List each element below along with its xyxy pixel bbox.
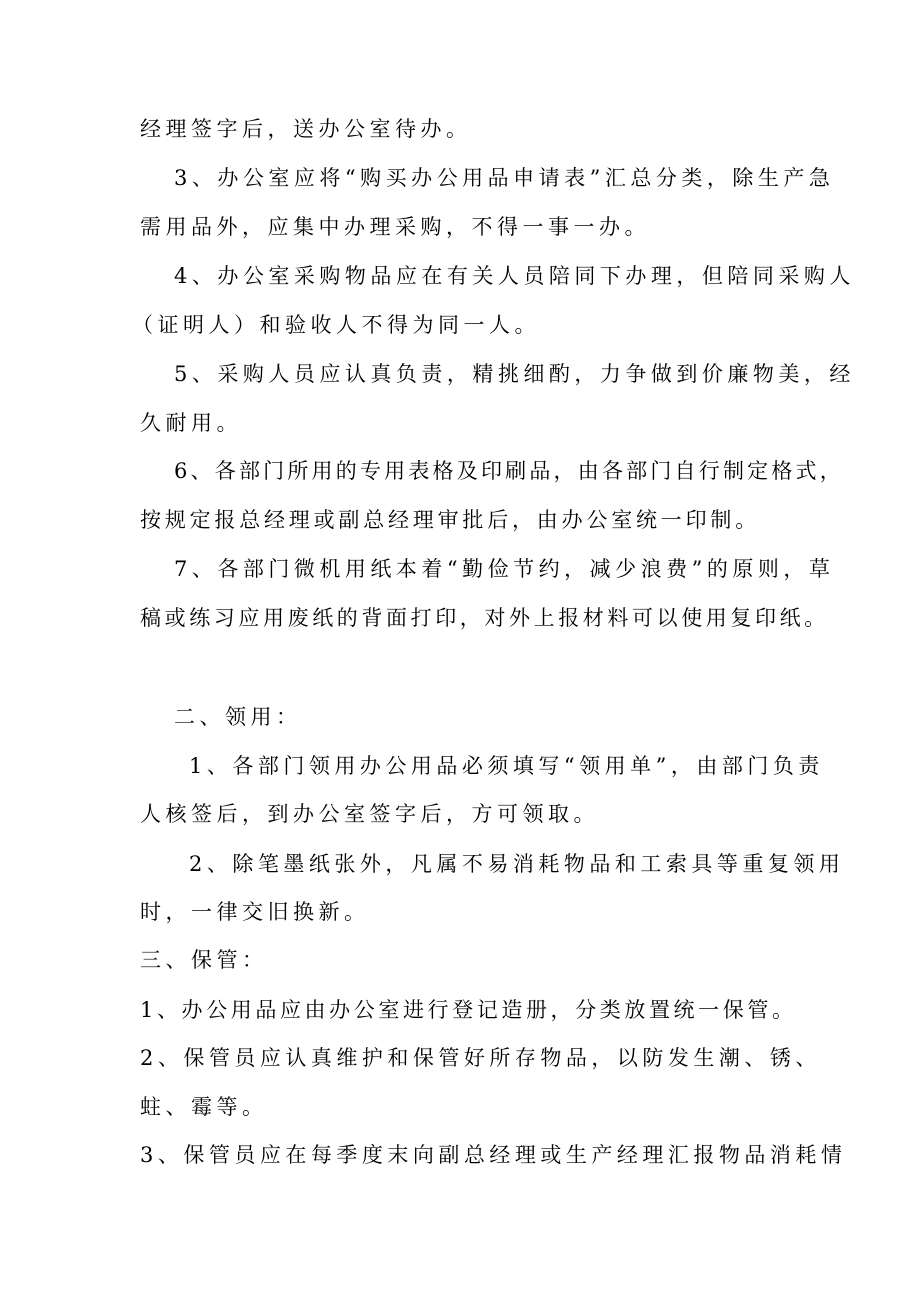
text-line: 3、保管员应在每季度末向副总经理或生产经理汇报物品消耗情 <box>140 1143 847 1167</box>
text-line: 4、办公室采购物品应在有关人员陪同下办理，但陪同采购人 <box>174 264 855 288</box>
text-line: 7、各部门微机用纸本着“勤俭节约，减少浪费”的原则，草 <box>174 557 835 581</box>
text-line: 3、办公室应将“购买办公用品申请表”汇总分类，除生产急 <box>174 166 835 190</box>
text-line: （证明人）和验收人不得为同一人。 <box>132 313 540 337</box>
section-heading: 二、领用： <box>174 705 302 729</box>
text-line: 久耐用。 <box>140 411 242 435</box>
text-line: 1、各部门领用办公用品必须填写“领用单”，由部门负责 <box>189 754 824 778</box>
text-line: 2、除笔墨纸张外，凡属不易消耗物品和工索具等重复领用 <box>189 852 845 876</box>
text-line: 时，一律交旧换新。 <box>140 900 370 924</box>
text-line: 1、办公用品应由办公室进行登记造册，分类放置统一保管。 <box>140 998 797 1022</box>
text-line: 需用品外，应集中办理采购，不得一事一办。 <box>140 215 650 239</box>
text-line: 2、保管员应认真维护和保管好所存物品，以防发生潮、锈、 <box>140 1046 821 1070</box>
text-line: 稿或练习应用废纸的背面打印，对外上报材料可以使用复印纸。 <box>140 606 829 630</box>
text-line: 人核签后，到办公室签字后，方可领取。 <box>140 802 599 826</box>
text-line: 6、各部门所用的专用表格及印刷品，由各部门自行制定格式， <box>174 459 844 483</box>
text-line: 蛀、霉等。 <box>140 1095 268 1119</box>
text-line: 经理签字后，送办公室待办。 <box>140 117 472 141</box>
text-line: 按规定报总经理或副总经理审批后，由办公室统一印制。 <box>140 508 760 532</box>
text-line: 5、采购人员应认真负责，精挑细酌，力争做到价廉物美，经 <box>174 362 855 386</box>
section-heading: 三、保管： <box>140 948 268 972</box>
